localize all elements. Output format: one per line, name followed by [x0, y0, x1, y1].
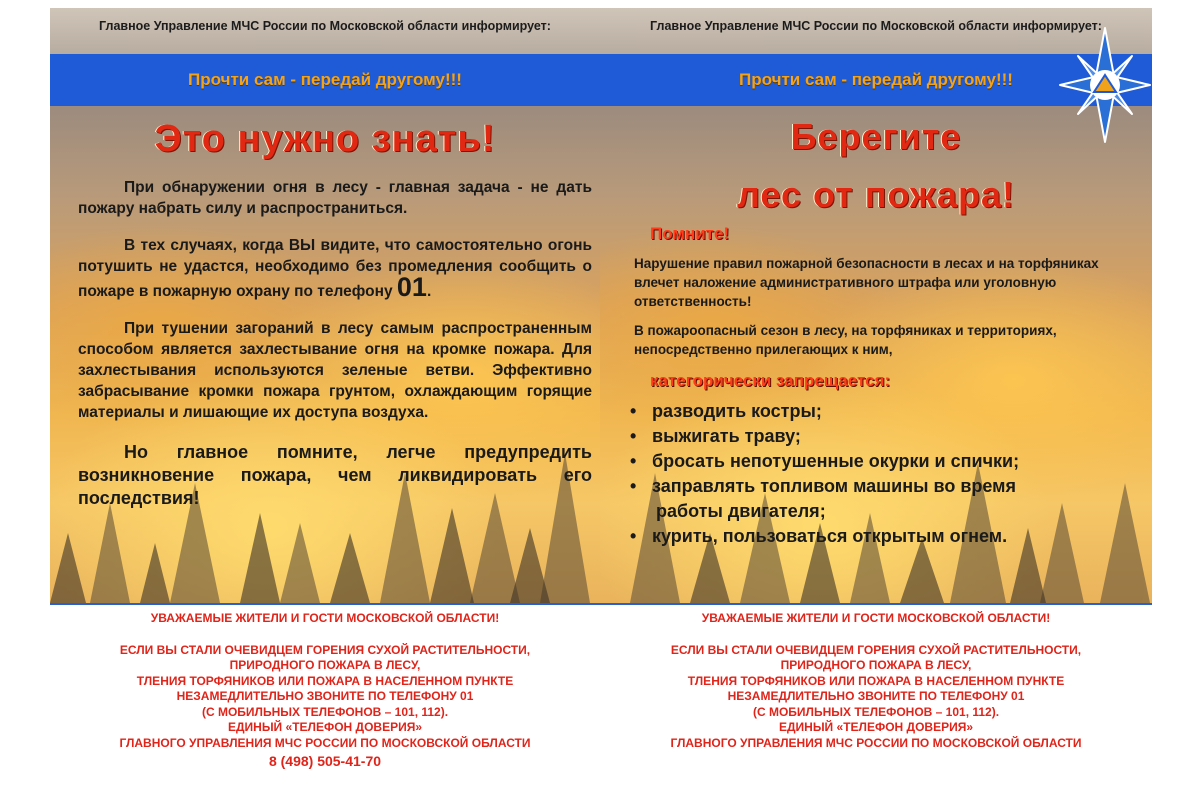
- paragraph-3: При тушении загораний в лесу самым распространенным способом является захлестывание огня на кромке пожара. Для захлестывания используются зеленые ветви. Эффективно забрасывание кромки пожара грунтом, охлаждающим горящие материалы и лишающие их доступа воздуха.: [78, 320, 592, 421]
- paragraph-1: При обнаружении огня в лесу - главная задача - не дать пожару набрать силу и распространиться.: [78, 179, 592, 217]
- footer-line: ГЛАВНОГО УПРАВЛЕНИЯ МЧС РОССИИ ПО МОСКОВСКОЙ ОБЛАСТИ: [119, 735, 531, 750]
- footer-line: УВАЖАЕМЫЕ ЖИТЕЛИ И ГОСТИ МОСКОВСКОЙ ОБЛАСТИ!: [150, 611, 500, 625]
- fire-background: [50, 106, 600, 603]
- footer-line: (С МОБИЛЬНЫХ ТЕЛЕФОНОВ – 101, 112).: [201, 704, 449, 719]
- bullet-icon: •: [630, 526, 637, 546]
- footer-line: ПРИРОДНОГО ПОЖАРА В ЛЕСУ,: [229, 658, 421, 672]
- prohibited-heading: категорически запрещается:: [650, 371, 891, 390]
- paragraph-2: В пожароопасный сезон в лесу, на торфяниках и территориях, непосредственно прилегающих к ним,: [634, 323, 1057, 357]
- slogan-band: Прочти сам - передай другому!!!: [600, 54, 1152, 106]
- bullet-icon: •: [630, 426, 637, 446]
- footer-line: (С МОБИЛЬНЫХ ТЕЛЕФОНОВ – 101, 112).: [752, 704, 1000, 719]
- footer: [600, 611, 1152, 751]
- divider: [600, 603, 1152, 605]
- paragraph-2: [78, 235, 592, 302]
- poster-left: [50, 8, 600, 788]
- prohibited-list: [630, 399, 1142, 549]
- footer-line: УВАЖАЕМЫЕ ЖИТЕЛИ И ГОСТИ МОСКОВСКОЙ ОБЛАСТИ!: [701, 611, 1051, 625]
- slogan-band: Прочти сам - передай другому!!!: [50, 54, 600, 106]
- mchs-star-emblem-icon: [1058, 26, 1152, 144]
- poster-right: [600, 8, 1152, 788]
- footer-phone: 8 (498) 505-41-70: [268, 753, 382, 769]
- paragraph-4: Но главное помните, легче предупредить возникновение пожара, чем ликвидировать его последствия!: [78, 442, 592, 508]
- footer-line: НЕЗАМЕДЛИТЕЛЬНО ЗВОНИТЕ ПО ТЕЛЕФОНУ 01: [727, 689, 1025, 703]
- list-item: • выжигать траву;: [630, 424, 1142, 449]
- bullet-icon: •: [630, 476, 637, 496]
- bullet-icon: •: [630, 451, 637, 471]
- bullet-icon: •: [630, 401, 637, 421]
- list-item: • разводить костры;: [630, 399, 1142, 424]
- list-item: • курить, пользоваться открытым огнем.: [630, 524, 1142, 549]
- footer-line: ЕДИНЫЙ «ТЕЛЕФОН ДОВЕРИЯ»: [778, 720, 974, 734]
- list-item: • заправлять топливом машины во время работы двигателя;: [630, 476, 1016, 521]
- footer-line: ЕСЛИ ВЫ СТАЛИ ОЧЕВИДЦЕМ ГОРЕНИЯ СУХОЙ РАСТИТЕЛЬНОСТИ,: [119, 642, 531, 657]
- poster-title-line-1: Берегите: [790, 116, 962, 157]
- header-text: Главное Управление МЧС России по Московской области информирует:: [50, 8, 600, 54]
- footer-line: ЕСЛИ ВЫ СТАЛИ ОЧЕВИДЦЕМ ГОРЕНИЯ СУХОЙ РАСТИТЕЛЬНОСТИ,: [670, 642, 1082, 657]
- footer-line: ПРИРОДНОГО ПОЖАРА В ЛЕСУ,: [780, 658, 972, 672]
- phone-number-01: 01: [396, 272, 427, 302]
- paragraph-1: Нарушение правил пожарной безопасности в лесах и на торфяниках влечет наложение административного штрафа или уголовную ответственность!: [634, 256, 1099, 309]
- remember-heading: Помните!: [650, 224, 730, 243]
- poster-title-line-2: лес от пожара!: [737, 174, 1015, 215]
- footer-line: ТЛЕНИЯ ТОРФЯНИКОВ ИЛИ ПОЖАРА В НАСЕЛЕННОМ ПУНКТЕ: [136, 673, 514, 688]
- poster-title: Это нужно знать!: [154, 118, 496, 160]
- footer-line: ТЛЕНИЯ ТОРФЯНИКОВ ИЛИ ПОЖАРА В НАСЕЛЕННОМ ПУНКТЕ: [687, 673, 1065, 688]
- paragraph-2-text: В тех случаях, когда ВЫ видите, что самостоятельно огонь потушить не удастся, необходимо без промедления сообщить о пожаре в пожарную охрану по телефону: [78, 237, 592, 300]
- fire-background: [600, 106, 1152, 603]
- list-item: • бросать непотушенные окурки и спички;: [630, 449, 1142, 474]
- footer-line: ГЛАВНОГО УПРАВЛЕНИЯ МЧС РОССИИ ПО МОСКОВСКОЙ ОБЛАСТИ: [670, 735, 1082, 750]
- footer-line: НЕЗАМЕДЛИТЕЛЬНО ЗВОНИТЕ ПО ТЕЛЕФОНУ 01: [176, 689, 474, 703]
- footer: [50, 611, 600, 770]
- header-text: Главное Управление МЧС России по Московской области информирует:: [600, 8, 1152, 54]
- paragraph-2-end: .: [426, 283, 432, 300]
- footer-line: ЕДИНЫЙ «ТЕЛЕФОН ДОВЕРИЯ»: [227, 720, 423, 734]
- divider: [50, 603, 600, 605]
